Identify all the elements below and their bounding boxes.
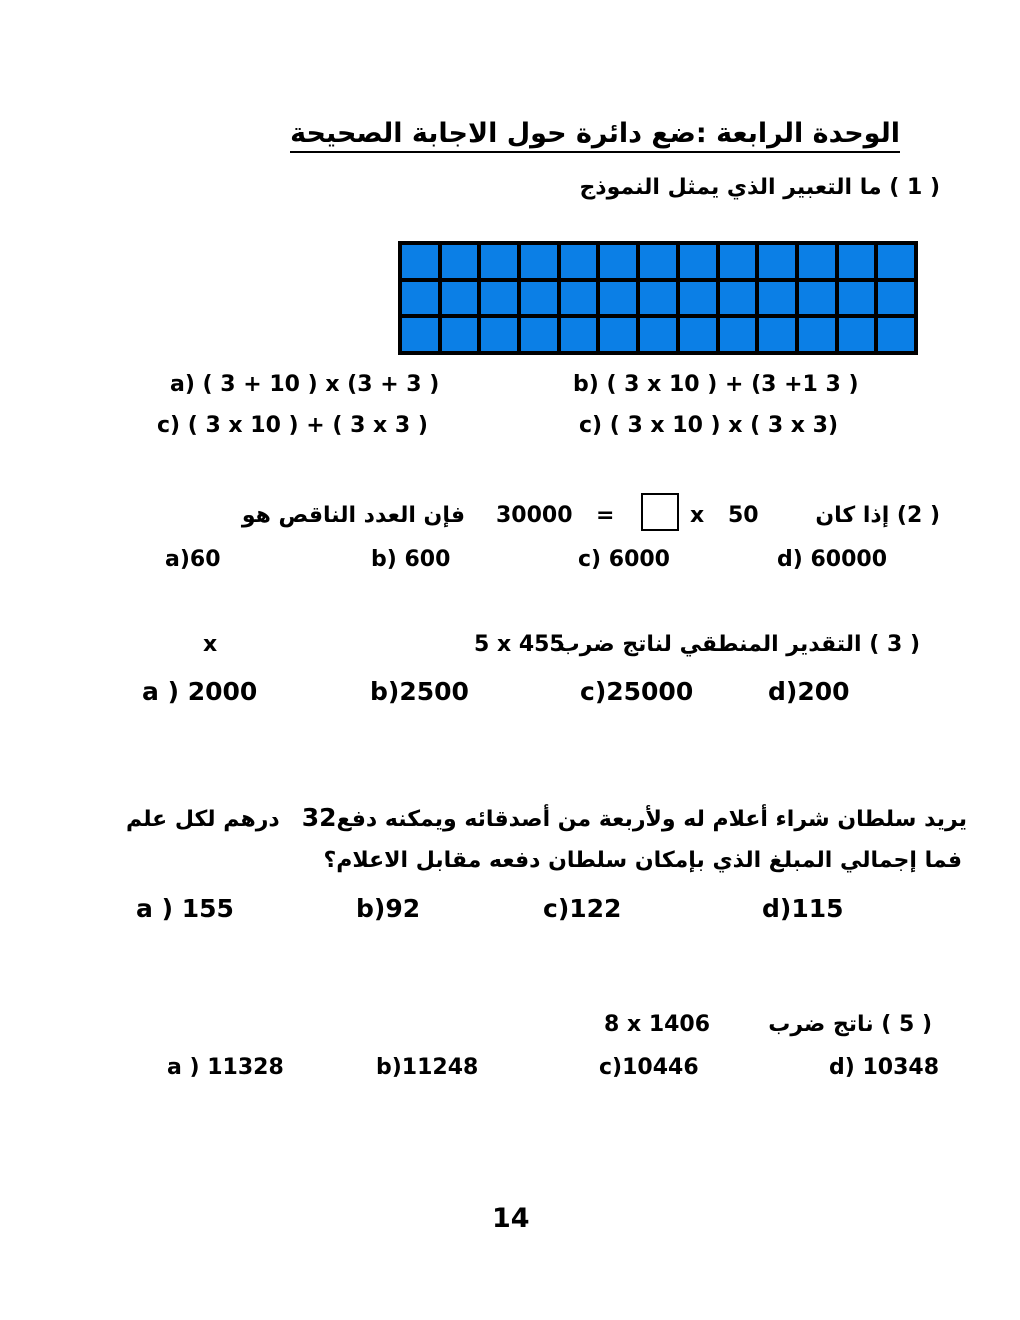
q4-text-start: يريد سلطان شراء أعلام له ولأربعة من أصدقائه ويمكنه دفع xyxy=(336,807,967,832)
q5-option-d[interactable]: d) 10348 xyxy=(829,1055,939,1080)
q4-option-d[interactable]: d)115 xyxy=(762,894,844,923)
q4-option-c[interactable]: c)122 xyxy=(543,894,622,923)
model-cell xyxy=(839,318,875,351)
model-cell xyxy=(720,245,756,278)
model-cell xyxy=(680,318,716,351)
model-cell xyxy=(561,245,597,278)
q5-option-b[interactable]: b)11248 xyxy=(376,1055,479,1080)
model-cell xyxy=(481,318,517,351)
model-cell xyxy=(481,282,517,315)
q1-option-c-second[interactable]: c) ( 3 x 10 ) x ( 3 x 3) xyxy=(579,413,839,438)
question-2-label: ( 2) إذا كان xyxy=(815,503,940,528)
model-cell xyxy=(640,245,676,278)
model-cell xyxy=(402,318,438,351)
q5-option-c[interactable]: c)10446 xyxy=(599,1055,699,1080)
q5-expression: 8 x 1406 xyxy=(604,1012,711,1037)
model-cell xyxy=(521,245,557,278)
model-cell xyxy=(402,245,438,278)
q3-expression: 5 x 455 xyxy=(474,632,565,657)
model-cell xyxy=(640,282,676,315)
q2-equals-sign: = xyxy=(596,503,615,528)
q2-product-30000: 30000 xyxy=(496,503,573,528)
question-4-line-1 xyxy=(126,803,967,832)
q2-option-c[interactable]: c) 6000 xyxy=(578,547,670,572)
q3-option-c[interactable]: c)25000 xyxy=(580,677,694,706)
model-cell xyxy=(759,318,795,351)
question-1-text: ( 1 ) ما التعبير الذي يمثل النموذج xyxy=(579,175,940,200)
model-cell xyxy=(799,318,835,351)
model-cell xyxy=(442,318,478,351)
model-cell xyxy=(402,282,438,315)
question-4-line-2: فما إجمالي المبلغ الذي بإمكان سلطان دفعه مقابل الاعلام؟ xyxy=(323,848,962,873)
model-cell xyxy=(878,318,914,351)
model-cell xyxy=(720,282,756,315)
page-number: 14 xyxy=(492,1203,530,1234)
q1-option-c[interactable]: c) ( 3 x 10 ) + ( 3 x 3 ) xyxy=(157,413,428,438)
model-cell xyxy=(759,245,795,278)
q2-factor-50: 50 xyxy=(728,503,759,528)
model-cell xyxy=(442,282,478,315)
model-cell xyxy=(878,245,914,278)
model-cell xyxy=(878,282,914,315)
q1-option-b[interactable]: b) ( 3 x 10 ) + (3 +1 3 ) xyxy=(573,372,859,397)
model-cell xyxy=(640,318,676,351)
array-model xyxy=(398,241,918,355)
model-cell xyxy=(481,245,517,278)
q3-option-d[interactable]: d)200 xyxy=(768,677,850,706)
model-cell xyxy=(600,282,636,315)
model-cell xyxy=(839,282,875,315)
question-3-label: ( 3 ) التقدير المنطقي لناتج ضرب xyxy=(557,632,920,657)
q2-option-b[interactable]: b) 600 xyxy=(371,547,451,572)
q2-option-a[interactable]: a)60 xyxy=(165,547,221,572)
q4-option-b[interactable]: b)92 xyxy=(356,894,421,923)
q2-option-d[interactable]: d) 60000 xyxy=(777,547,887,572)
question-5-label: ( 5 ) ناتج ضرب xyxy=(768,1012,932,1037)
q3-option-a[interactable]: a ) 2000 xyxy=(142,677,258,706)
q4-text-end: درهم لكل علم xyxy=(125,807,280,832)
model-cell xyxy=(839,245,875,278)
q4-price-32: 32 xyxy=(301,803,337,832)
model-cell xyxy=(521,282,557,315)
model-cell xyxy=(600,245,636,278)
model-cell xyxy=(561,282,597,315)
q2-times-sign: x xyxy=(690,503,705,528)
missing-number-box xyxy=(641,493,679,531)
model-cell xyxy=(680,245,716,278)
page-title: الوحدة الرابعة :ضع دائرة حول الاجابة الصحيحة xyxy=(290,118,900,153)
model-cell xyxy=(561,318,597,351)
q1-option-a[interactable]: a) ( 3 + 10 ) x (3 + 3 ) xyxy=(170,372,440,397)
model-cell xyxy=(799,282,835,315)
model-cell xyxy=(442,245,478,278)
q4-option-a[interactable]: a ) 155 xyxy=(136,894,234,923)
model-cell xyxy=(680,282,716,315)
model-cell xyxy=(521,318,557,351)
model-cell xyxy=(799,245,835,278)
q2-tail-text: فإن العدد الناقص هو xyxy=(241,503,465,528)
model-cell xyxy=(600,318,636,351)
model-cell xyxy=(720,318,756,351)
q3-stray-x: x xyxy=(203,632,218,657)
q5-option-a[interactable]: a ) 11328 xyxy=(167,1055,284,1080)
model-cell xyxy=(759,282,795,315)
q3-option-b[interactable]: b)2500 xyxy=(370,677,469,706)
